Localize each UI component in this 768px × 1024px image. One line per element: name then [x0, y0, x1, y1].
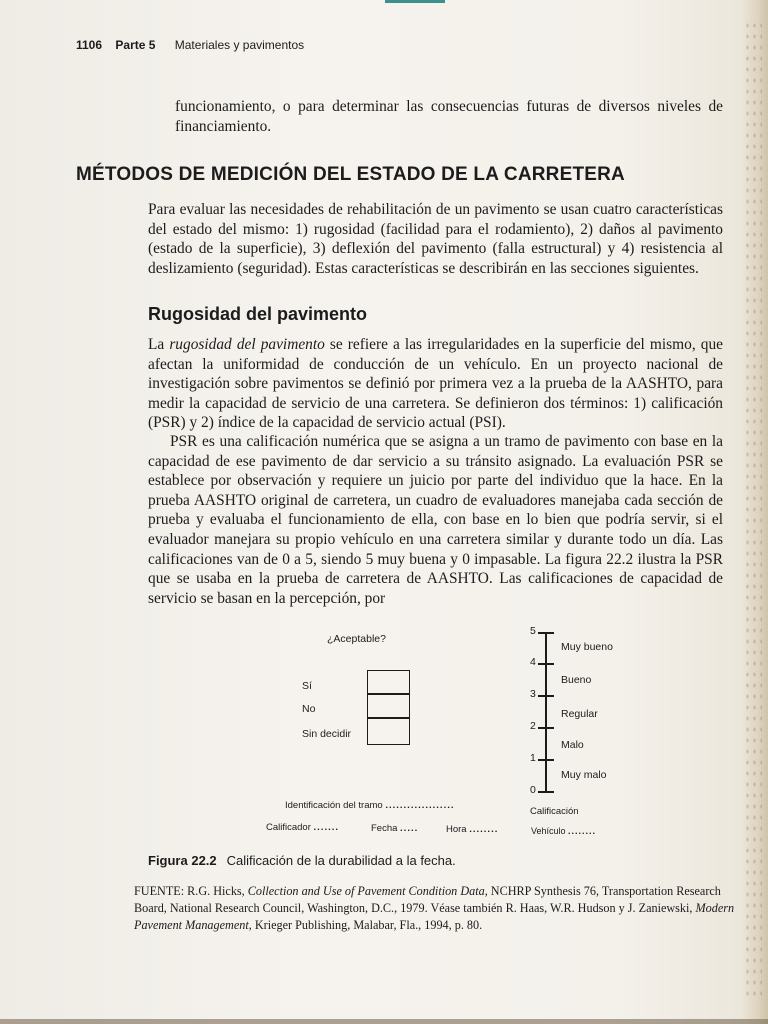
option-no-box: [367, 694, 410, 718]
option-no-label: No: [302, 703, 316, 715]
caption-text: Calificación de la durabilidad a la fecha.: [226, 853, 456, 868]
rater-label: Calificador: [266, 822, 311, 833]
section-id-label: Identificación del tramo: [285, 800, 383, 811]
section-label: Materiales y pavimentos: [174, 38, 305, 52]
time-dots: ........: [469, 824, 499, 835]
option-yes-box: [367, 670, 410, 694]
scale-number-2: 2: [530, 720, 536, 732]
figure-caption: [148, 853, 456, 868]
date-dots: .....: [400, 823, 419, 834]
scale-tick-2: [538, 727, 554, 729]
acceptable-question: ¿Aceptable?: [327, 633, 386, 645]
p1-rest: se refiere a las irregularidades en la superficie del mismo, que afectan la uniformidad de conducción de un vehículo. En un proyecto nacional de investigación sobre pavimentos se definió por primera vez a la prueba de la AASHTO, para medir la capacidad de servicio de una carretera. Se definieron dos términos: 1) calificación (PSR) y 2) índice de la capacidad de servicio actual (PSI).: [148, 336, 723, 432]
source-title-1: Collection and Use of Pavement Condition Data: [247, 884, 485, 898]
part-label: Parte 5: [115, 38, 156, 52]
scale-label-very-good: Muy bueno: [561, 641, 613, 653]
option-undecided-label: Sin decidir: [302, 728, 352, 740]
rater-field: [266, 822, 339, 833]
source-mid: , NCHRP Synthesis 76, Transportation Research Board, National Research Council, Washington, D.C., 1979. Véase también R. Haas, W.R. Hudson y J. Zaniewski,: [134, 884, 721, 915]
scale-label-fair: Regular: [561, 708, 598, 720]
scale-tick-0: [538, 791, 554, 793]
scale-number-0: 0: [530, 784, 536, 796]
p1-term: rugosidad del pavimento: [169, 336, 325, 353]
option-yes-label: Sí: [302, 680, 312, 692]
scale-number-4: 4: [530, 656, 536, 668]
intro-paragraph: Para evaluar las necesidades de rehabilitación de un pavimento se usan cuatro características del estado del mismo: 1) rugosidad (facilidad para el rodamiento), 2) daños al pavimento (estado de la superficie), 3) deflexión del pavimento (falla estructural) y 4) resistencia al deslizamiento (seguridad). Estas características se describirán en las secciones siguientes.: [148, 201, 723, 277]
scale-tick-1: [538, 759, 554, 761]
continuation-paragraph: funcionamiento, o para determinar las consecuencias futuras de diversos niveles de financiamiento.: [175, 98, 723, 135]
source-title-2: Modern Pavement Management: [134, 901, 735, 932]
scale-number-3: 3: [530, 688, 536, 700]
section-id-dots: ...................: [385, 800, 455, 811]
p1-prefix: La: [148, 336, 170, 353]
scale-tick-5: [538, 632, 554, 634]
vehicle-label: Vehículo: [531, 826, 566, 836]
date-label: Fecha: [371, 823, 398, 834]
time-label: Hora: [446, 824, 467, 835]
paragraph-psr: PSR es una calificación numérica que se asigna a un tramo de pavimento con base en la capacidad de ese pavimento de dar servicio a su tránsito asignado. La evaluación PSR se establece por observación y requiere un juicio por parte del individuo que la hace. En la prueba AASHTO original de carretera, un cuadro de evaluadores manejaba cada sección de prueba y evaluaba el funcionamiento de ella, con base en lo bien que podría servir, si el evaluador manejara su propio vehículo en una carretera similar y durante todo un día. Las calificaciones van de 0 a 5, siendo 5 muy buena y 0 impasable. La figura 22.2 ilustra la PSR que se usaba en la prueba de carretera de AASHTO. Las calificaciones de capacidad de servicio se basan en la percepción, por: [148, 433, 723, 607]
scale-label-good: Bueno: [561, 674, 592, 686]
figure-source: [134, 883, 744, 934]
time-field: [446, 824, 498, 835]
section-id-field: [285, 800, 455, 811]
source-lead: FUENTE: R.G. Hicks,: [134, 884, 248, 898]
scale-label-poor: Malo: [561, 739, 584, 751]
section-heading: MÉTODOS DE MEDICIÓN DEL ESTADO DE LA CARRETERA: [76, 164, 625, 185]
subsection-heading: Rugosidad del pavimento: [148, 304, 368, 324]
rating-label: Calificación: [530, 806, 579, 817]
page-number: 1106: [76, 38, 103, 52]
vehicle-field: [531, 826, 596, 836]
caption-label: Figura 22.2: [148, 853, 217, 868]
vehicle-dots: ........: [568, 826, 597, 836]
scale-tick-3: [538, 695, 554, 697]
scale-number-5: 5: [530, 625, 536, 637]
scale-number-1: 1: [530, 752, 536, 764]
source-end: , Krieger Publishing, Malabar, Fla., 1994, p. 80.: [248, 918, 483, 932]
rating-scale-axis: [545, 632, 547, 792]
rater-dots: .......: [313, 822, 340, 833]
option-undecided-box: [367, 718, 410, 745]
scale-tick-4: [538, 663, 554, 665]
date-field: [371, 823, 418, 834]
scale-label-very-poor: Muy malo: [561, 769, 607, 781]
